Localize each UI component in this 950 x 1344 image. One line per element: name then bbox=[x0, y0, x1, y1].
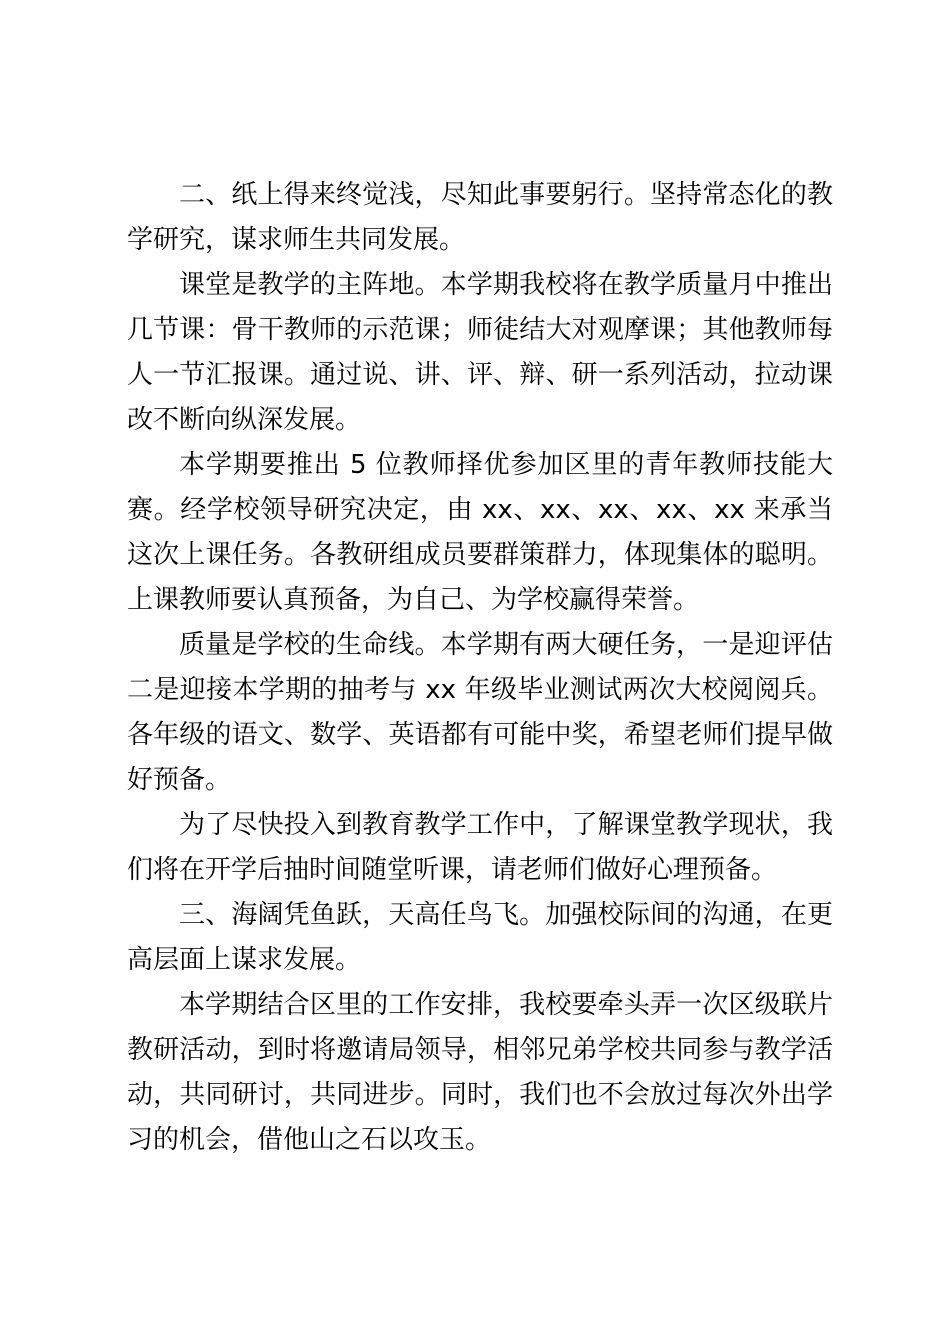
paragraph-district-activity: 本学期结合区里的工作安排，我校要牵头弄一次区级联片教研活动，到时将邀请局领导，相邻兄弟学校共同参与教学活动，共同研讨，共同进步。同时，我们也不会放过每次外出学习的机会，借他山之石以攻玉。 bbox=[127, 990, 833, 1155]
paragraph-teacher-competition: 本学期要推出 5 位教师择优参加区里的青年教师技能大赛。经学校领导研究决定，由 xx、xx、xx、xx、xx 来承当这次上课任务。各教研组成员要群策群力，体现集体的聪明。上课教师要认真预备，为自己、为学校赢得荣誉。 bbox=[127, 450, 833, 615]
paragraph-section-two-heading: 二、纸上得来终觉浅，尽知此事要躬行。坚持常态化的教学研究，谋求师生共同发展。 bbox=[127, 180, 833, 255]
paragraph-classroom-observation: 为了尽快投入到教育教学工作中，了解课堂教学现状，我们将在开学后抽时间随堂听课，请老师们做好心理预备。 bbox=[127, 810, 833, 885]
paragraph-classroom: 课堂是教学的主阵地。本学期我校将在教学质量月中推出几节课：骨干教师的示范课；师徒结大对观摩课；其他教师每人一节汇报课。通过说、讲、评、辩、研一系列活动，拉动课改不断向纵深发展。 bbox=[127, 270, 833, 435]
document-body bbox=[127, 173, 833, 1163]
paragraph-quality: 质量是学校的生命线。本学期有两大硬任务，一是迎评估二是迎接本学期的抽考与 xx 年级毕业测试两次大校阅阅兵。各年级的语文、数学、英语都有可能中奖，希望老师们提早做好预备。 bbox=[127, 630, 833, 795]
paragraph-section-three-heading: 三、海阔凭鱼跃，天高任鸟飞。加强校际间的沟通，在更高层面上谋求发展。 bbox=[127, 900, 833, 975]
